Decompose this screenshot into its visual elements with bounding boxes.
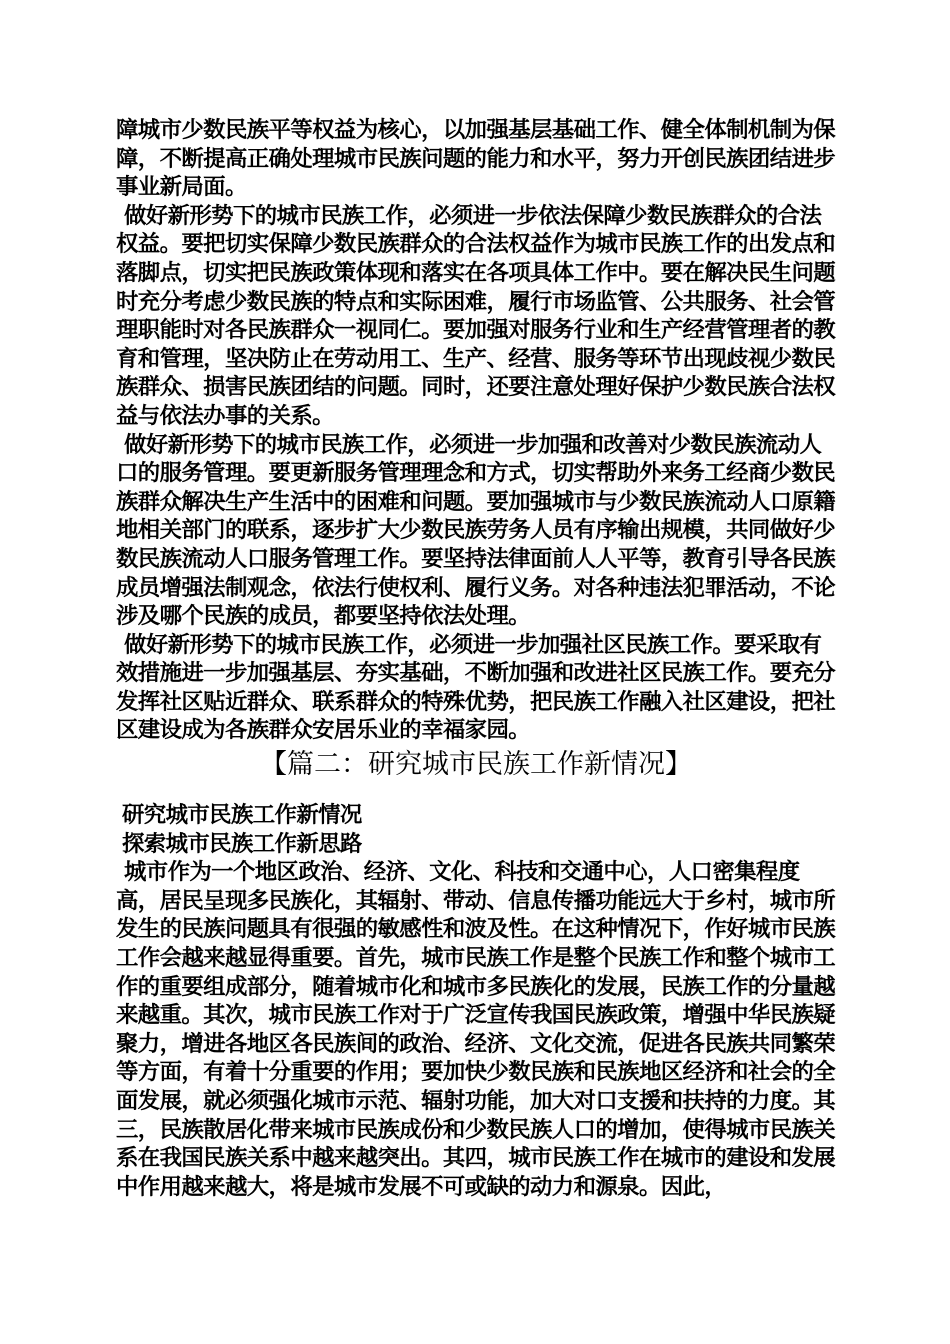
paragraph-migrants: 做好新形势下的城市民族工作，必须进一步加强和改善对少数民族流动人口的服务管理。要更新服务管理理念和方式，切实帮助外来务工经商少数民族群众解决生产生活中的困难和问题。要加强城市与少数民族流动人口原籍地相关部门的联系，逐步扩大少数民族劳务人员有序输出规模，共同做好少数民族流动人口服务管理工作。要坚持法律面前人人平等，教育引导各民族成员增强法制观念，依法行使权利、履行义务。对各种违法犯罪活动，不论涉及哪个民族的成员，都要坚持依法处理。	[116, 431, 836, 630]
paragraph-rights: 做好新形势下的城市民族工作，必须进一步依法保障少数民族群众的合法权益。要把切实保障少数民族群众的合法权益作为城市民族工作的出发点和落脚点，切实把民族政策体现和落实在各项具体工作中。要在解决民生问题时充分考虑少数民族的特点和实际困难，履行市场监管、公共服务、社会管理职能时对各民族群众一视同仁。要加强对服务行业和生产经营管理者的教育和管理，坚决防止在劳动用工、生产、经营、服务等环节出现歧视少数民族群众、损害民族团结的问题。同时，还要注意处理好保护少数民族合法权益与依法办事的关系。	[116, 202, 836, 429]
subtitle-explore: 探索城市民族工作新思路	[122, 830, 362, 857]
section-heading: 【篇二：研究城市民族工作新情况】	[260, 749, 692, 781]
paragraph-continuation: 障城市少数民族平等权益为核心，以加强基层基础工作、健全体制机制为保障，不断提高正确处理城市民族问题的能力和水平，努力开创民族团结进步事业新局面。	[116, 117, 836, 201]
document-page	[116, 116, 836, 1201]
subtitle-research: 研究城市民族工作新情况	[122, 802, 362, 829]
paragraph-community: 做好新形势下的城市民族工作，必须进一步加强社区民族工作。要采取有效措施进一步加强基层、夯实基础，不断加强和改进社区民族工作。要充分发挥社区贴近群众、联系群众的特殊优势，把民族工作融入社区建设，把社区建设成为各族群众安居乐业的幸福家园。	[116, 631, 836, 744]
paragraph-city-role: 城市作为一个地区政治、经济、文化、科技和交通中心，人口密集程度高，居民呈现多民族化，其辐射、带动、信息传播功能远大于乡村，城市所发生的民族问题具有很强的敏感性和波及性。在这种情况下，作好城市民族工作会越来越显得重要。首先，城市民族工作是整个民族工作和整个城市工作的重要组成部分，随着城市化和城市多民族化的发展，民族工作的分量越来越重。其次，城市民族工作对于广泛宣传我国民族政策，增强中华民族疑聚力，增进各地区各民族间的政治、经济、文化交流，促进各民族共同繁荣等方面，有着十分重要的作用；要加快少数民族和民族地区经济和社会的全面发展，就必须强化城市示范、辐射功能，加大对口支援和扶持的力度。其三，民族散居化带来城市民族成份和少数民族人口的增加，使得城市民族关系在我国民族关系中越来越突出。其四，城市民族工作在城市的建设和发展中作用越来越大，将是城市发展不可或缺的动力和源泉。因此，	[116, 859, 836, 1200]
